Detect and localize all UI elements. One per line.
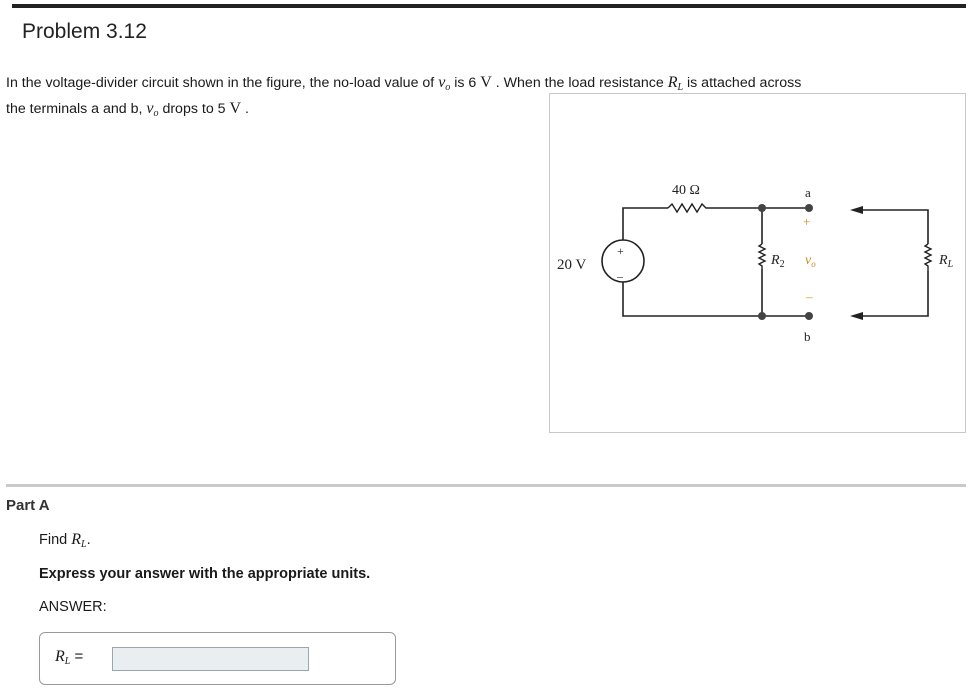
- top-rule: [12, 4, 966, 8]
- find-rl-symbol: $R_L$: [71, 531, 87, 550]
- instruction-text: Express your answer with the appropriate units.: [39, 566, 371, 582]
- vo-symbol: $v_o$: [146, 100, 159, 119]
- svg-text:–: –: [617, 269, 623, 283]
- part-a-label: Part A: [6, 497, 50, 514]
- arrow-bottom: [850, 312, 863, 320]
- r2-label: $R_2$: [771, 253, 785, 270]
- wire-rl-top: [861, 210, 928, 244]
- terminal-b-label: b: [804, 329, 811, 344]
- plus-sign: +: [803, 214, 811, 229]
- wire-bottom: [623, 281, 807, 316]
- wire-rl-bottom: [861, 271, 928, 316]
- circuit-figure: [549, 93, 966, 433]
- find-text: Find $R_L$.: [39, 531, 91, 550]
- resistor-40-ohm: [668, 204, 708, 212]
- problem-title: Problem 3.12: [22, 20, 147, 43]
- r1-label: 40 Ω: [672, 183, 700, 198]
- vo-symbol: $v_o$: [438, 74, 451, 93]
- circuit-diagram: [550, 94, 967, 434]
- terminal-b-dot: [805, 312, 813, 320]
- resistor-r2: [759, 244, 765, 269]
- input-label: $R_L$ =: [55, 648, 84, 667]
- answer-input[interactable]: [112, 647, 309, 671]
- minus-sign: –: [806, 289, 813, 304]
- resistor-rl: [925, 244, 931, 271]
- wire-top-left: [623, 208, 668, 241]
- problem-statement: In the voltage-divider circuit shown in the figure, the no-load value of $v_o$ is 6 V . When the load resistance $R_L$ is attached across the terminals a and b, $v_o$ drops to 5 V .: [6, 74, 802, 119]
- svg-text:+: +: [617, 244, 624, 258]
- rl-label: $R_L$: [939, 253, 954, 270]
- terminal-a-dot: [805, 204, 813, 212]
- node-top: [758, 204, 766, 212]
- answer-label: ANSWER:: [39, 599, 107, 615]
- vo-label: $v_o$: [805, 253, 816, 269]
- answer-box: [39, 632, 396, 685]
- arrow-top: [850, 206, 863, 214]
- source-label: 20 V: [557, 257, 587, 273]
- node-bottom: [758, 312, 766, 320]
- rl-symbol: $R_L$: [667, 74, 684, 93]
- terminal-a-label: a: [805, 185, 811, 200]
- section-divider: [6, 484, 966, 487]
